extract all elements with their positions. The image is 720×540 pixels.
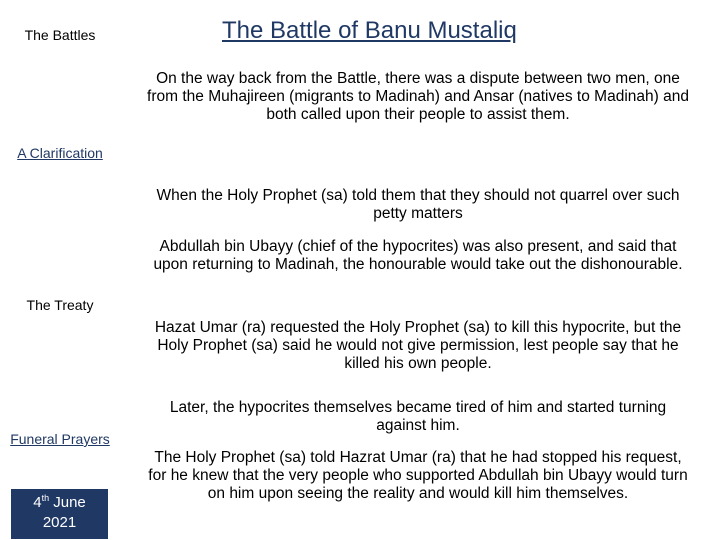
flow-arrow-bar xyxy=(145,372,691,397)
sidebar-item-battles[interactable]: The Battles xyxy=(24,27,96,43)
flow-step-5: Later, the hypocrites themselves became tired of him and started turning against him. xyxy=(169,399,667,434)
sidebar-item-clarification[interactable]: A Clarification xyxy=(17,145,103,161)
flow-arrow-bar xyxy=(145,291,691,317)
page-title: The Battle of Banu Mustaliq xyxy=(222,17,517,44)
sidebar-item-funeral-prayers[interactable]: Funeral Prayers xyxy=(10,431,110,447)
date-badge xyxy=(11,489,108,539)
date-year: 2021 xyxy=(42,514,77,531)
date-day-month: 4th June xyxy=(33,493,86,511)
flow-step-1: On the way back from the Battle, there was a dispute between two men, one from the Muhajireen (migrants to Madinah) and Ansar (natives to Madinah) and both called upon their people to assist them. xyxy=(147,70,689,123)
flow-step-6: The Holy Prophet (sa) told Hazrat Umar (ra) that he had stopped his request, for he knew that the very people who supported Abdullah bin Ubayy would turn on him upon seeing the reality and would kill him themselves. xyxy=(148,449,688,502)
flow-step-2: When the Holy Prophet (sa) told them that they should not quarrel over such petty matters xyxy=(156,187,680,222)
flow-step-4: Hazat Umar (ra) requested the Holy Prophet (sa) to kill this hypocrite, but the Holy Prophet (sa) said he would not give permission, lest people say that he killed his own people. xyxy=(154,319,682,372)
sidebar-item-treaty[interactable]: The Treaty xyxy=(26,297,94,313)
flow-step-3: Abdullah bin Ubayy (chief of the hypocrites) was also present, and said that upon returning to Madinah, the honourable would take out the dishonourable. xyxy=(153,238,683,273)
flow-arrow-bar xyxy=(145,225,691,235)
flow-arrow-bar xyxy=(145,148,691,186)
